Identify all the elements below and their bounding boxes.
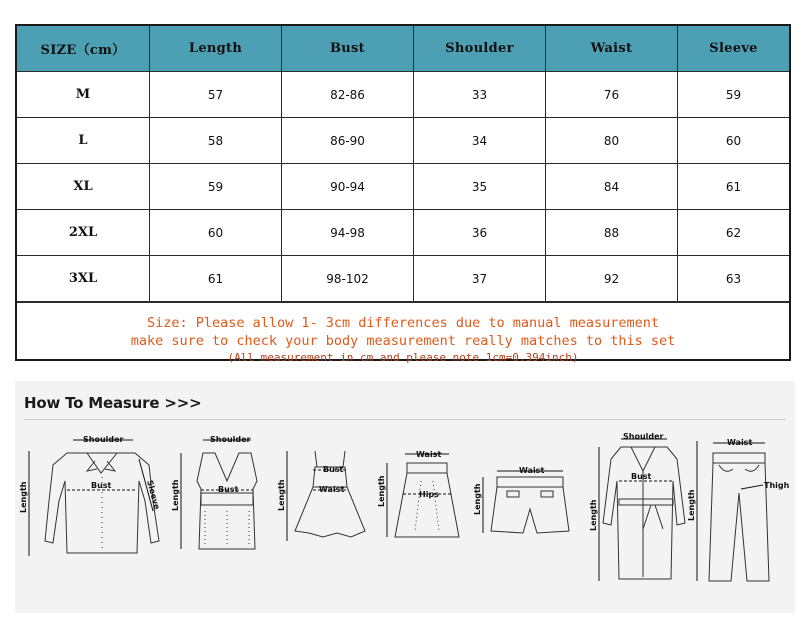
trench-coat-diagram	[589, 432, 685, 581]
bust-cell: 86-90	[282, 118, 414, 164]
length-cell: 57	[150, 72, 282, 118]
size-cell: L	[17, 118, 150, 164]
length-label: Length	[687, 489, 696, 521]
garment-diagrams	[15, 381, 795, 613]
bust-cell: 94-98	[282, 210, 414, 256]
sleeve-cell: 60	[678, 118, 790, 164]
size-notes	[17, 302, 789, 373]
how-to-measure-panel	[15, 381, 795, 613]
waist-cell: 80	[546, 118, 678, 164]
length-label: Length	[277, 479, 286, 511]
waist-label: Waist	[519, 466, 545, 475]
sleeve-label: Sleeve	[145, 479, 162, 511]
length-label: Length	[473, 483, 482, 515]
sleeve-cell: 63	[678, 256, 790, 302]
size-grid	[17, 26, 789, 302]
shoulder-cell: 37	[414, 256, 546, 302]
bust-cell: 82-86	[282, 72, 414, 118]
waist-cell: 92	[546, 256, 678, 302]
note-line-2: make sure to check your body measurement really matches to this set	[130, 333, 676, 349]
size-cell: XL	[17, 164, 150, 210]
length-label: Length	[19, 481, 28, 513]
skirt-diagram	[377, 450, 459, 537]
jeans-diagram	[687, 438, 790, 581]
shoulder-label: Shoulder	[623, 432, 664, 441]
note-line-1: Size: Please allow 1- 3cm differences due to manual measurement	[146, 315, 660, 331]
header-sleeve: Sleeve	[678, 26, 790, 72]
table-row	[17, 256, 789, 302]
sleeve-cell: 59	[678, 72, 790, 118]
bust-label: Bust	[218, 485, 239, 494]
waist-label: Waist	[416, 450, 442, 459]
waist-cell: 84	[546, 164, 678, 210]
size-cell: 2XL	[17, 210, 150, 256]
length-label: Length	[171, 479, 180, 511]
shoulder-label: Shoulder	[210, 435, 251, 444]
note-line-3: (All measurement in cm and please note 1cm=0.394inch)	[227, 351, 579, 364]
length-label: Length	[377, 475, 386, 507]
shorts-diagram	[473, 466, 569, 533]
waist-label: Waist	[727, 438, 753, 447]
bust-label: Bust	[323, 465, 344, 474]
sleeve-cell: 61	[678, 164, 790, 210]
sleeve-cell: 62	[678, 210, 790, 256]
size-cell: 3XL	[17, 256, 150, 302]
table-row	[17, 210, 789, 256]
waist-cell: 76	[546, 72, 678, 118]
shoulder-label: Shoulder	[83, 435, 124, 444]
length-label: Length	[589, 499, 598, 531]
size-chart-table	[15, 24, 791, 364]
size-cell: M	[17, 72, 150, 118]
dress-diagram	[277, 451, 365, 541]
thigh-label: Thigh	[764, 481, 790, 490]
shoulder-cell: 34	[414, 118, 546, 164]
header-waist: Waist	[546, 26, 678, 72]
table-row	[17, 118, 789, 164]
shoulder-cell: 35	[414, 164, 546, 210]
header-shoulder: Shoulder	[414, 26, 546, 72]
header-size: SIZE（cm）	[17, 26, 150, 72]
how-to-measure-title: How To Measure >>>	[24, 394, 202, 412]
header-row	[17, 26, 789, 72]
shoulder-cell: 36	[414, 210, 546, 256]
shoulder-cell: 33	[414, 72, 546, 118]
waist-cell: 88	[546, 210, 678, 256]
waist-label: Waist	[319, 485, 345, 494]
tank-top-diagram	[171, 435, 257, 549]
hips-label: Hips	[419, 490, 439, 499]
length-cell: 61	[150, 256, 282, 302]
blouse-diagram	[19, 435, 162, 556]
table-row	[17, 164, 789, 210]
bust-label: Bust	[631, 472, 652, 481]
length-cell: 60	[150, 210, 282, 256]
header-length: Length	[150, 26, 282, 72]
header-bust: Bust	[282, 26, 414, 72]
length-cell: 58	[150, 118, 282, 164]
table-row	[17, 72, 789, 118]
bust-label: Bust	[91, 481, 112, 490]
length-cell: 59	[150, 164, 282, 210]
bust-cell: 90-94	[282, 164, 414, 210]
bust-cell: 98-102	[282, 256, 414, 302]
